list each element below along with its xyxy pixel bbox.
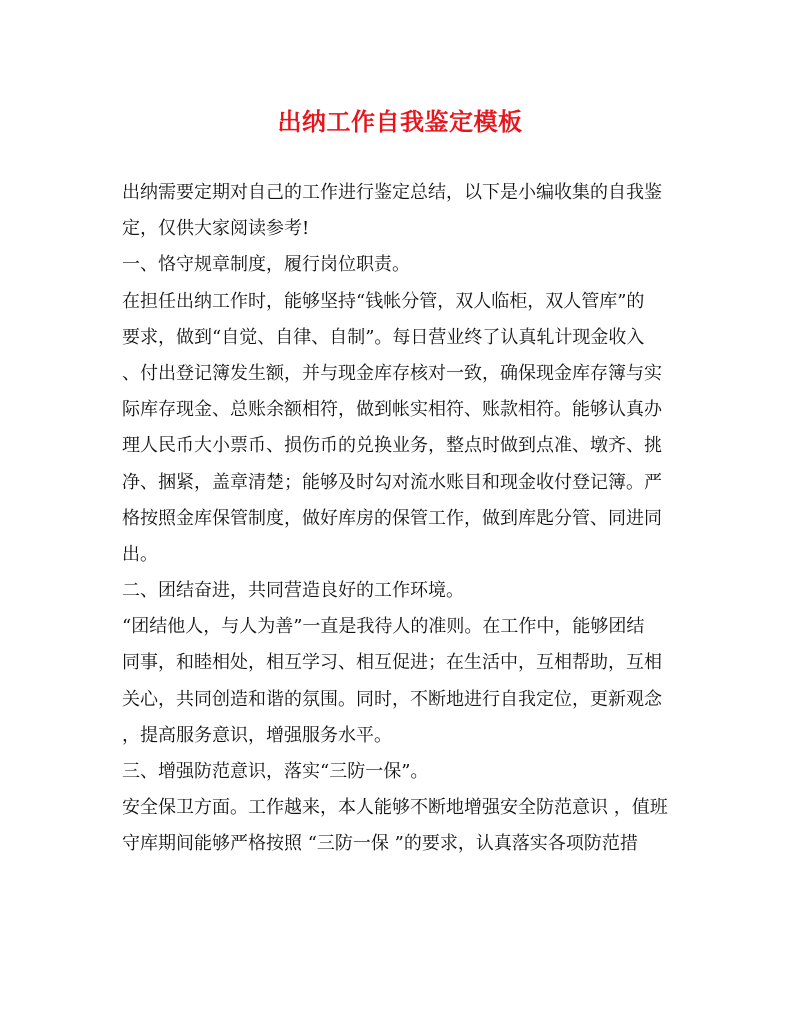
section-heading: 三、增强防范意识，落实“三防一保”。 [122,761,429,782]
body-line: ，提高服务意识，增强服务水平。 [122,724,392,746]
body-line: 出纳需要定期对自己的工作进行鉴定总结，以下是小编收集的自我鉴 [122,182,662,203]
body-line: “团结他人，与人为善”一直是我待人的准则。在工作中，能够团结 [122,616,645,638]
body-line: 格按照金库保管制度，做好库房的保管工作，做到库匙分管、同进同 [122,507,662,529]
body-line: 际库存现金、总账余额相符，做到帐实相符、账款相符。能够认真办 [122,399,662,421]
section-heading: 一、恪守规章制度，履行岗位职责。 [122,254,410,276]
body-line: 定，仅供大家阅读参考! [122,218,310,240]
body-line: 要求，做到“自觉、自律、自制”。每日营业终了认真轧计现金收入 [122,326,645,348]
document-title: 出纳工作自我鉴定模板 [277,107,523,136]
body-line: 安全保卫方面。工作越来，本人能够不断地增强安全防范意识 ，值班 [122,797,668,819]
body-line: 关心，共同创造和谐的氛围。同时，不断地进行自我定位，更新观念 [122,688,662,710]
section-heading: 二、团结奋进，共同营造良好的工作环境。 [122,580,464,602]
body-line: 出。 [122,543,158,565]
body-line: 、付出登记簿发生额，并与现金库存核对一致，确保现金库存簿与实 [122,362,662,384]
body-line: 守库期间能够严格按照 “三防一保 ”的要求，认真落实各项防范措 [122,833,638,855]
document-body [122,175,682,863]
body-line: 净、捆紧，盖章清楚；能够及时勾对流水账目和现金收付登记簿。严 [122,471,662,493]
body-line: 同事，和睦相处，相互学习、相互促进；在生活中，互相帮助，互相 [122,652,662,674]
body-line: 在担任出纳工作时，能够坚持“钱帐分管，双人临柜，双人管库”的 [122,290,645,312]
body-line: 理人民币大小票币、损伤币的兑换业务，整点时做到点准、墩齐、挑 [122,435,662,457]
